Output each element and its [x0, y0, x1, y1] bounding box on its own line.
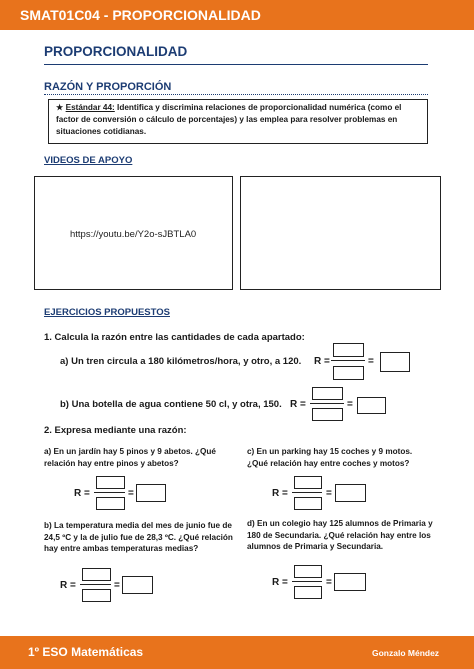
star-icon: ★	[56, 103, 64, 112]
question-1-title: 1. Calcula la razón entre las cantidades de cada apartado:	[44, 332, 305, 343]
ratio-label-2b: R =	[60, 580, 76, 591]
fraction-line-2b	[80, 584, 111, 585]
equals-sign-2a: =	[128, 488, 134, 499]
ratio-label-2a: R =	[74, 488, 90, 499]
result-box-2b[interactable]	[122, 576, 153, 594]
denominator-box-1b[interactable]	[312, 408, 343, 421]
result-box-2d[interactable]	[334, 573, 366, 591]
ratio-label-1b: R =	[290, 399, 306, 410]
fraction-line-2d	[292, 581, 322, 582]
equals-sign-1b: =	[347, 399, 353, 410]
page-title: PROPORCIONALIDAD	[44, 44, 188, 59]
question-2d-text: d) En un colegio hay 125 alumnos de Primaria y 180 de Secundaria. ¿Qué relación hay entre los alumnos de Primaria y Secundaria.	[247, 519, 433, 551]
denominator-box-1a[interactable]	[333, 366, 364, 380]
denominator-box-2a[interactable]	[96, 497, 125, 510]
question-2a-text: a) En un jardín hay 5 pinos y 9 abetos. ¿Qué relación hay entre pinos y abetos?	[44, 447, 216, 468]
fraction-line-1a	[331, 360, 365, 361]
header-title: SMAT01C04 - PROPORCIONALIDAD	[20, 7, 261, 23]
standard-label: Estándar 44:	[65, 103, 115, 112]
equals-sign-2d: =	[326, 577, 332, 588]
result-box-2a[interactable]	[136, 484, 166, 502]
numerator-box-2b[interactable]	[82, 568, 111, 581]
ratio-label-1a: R =	[314, 356, 330, 367]
denominator-box-2d[interactable]	[294, 586, 322, 599]
footer-author: Gonzalo Méndez	[372, 648, 440, 658]
question-1b-text: b) Una botella de agua contiene 50 cl, y otra, 150.	[60, 399, 282, 410]
standard-description: Identifica y discrimina relaciones de proporcionalidad numérica (como el factor de conversión o cálculo de porcentajes) y las emplea para resolver problemas en situaciones cotidianas.	[56, 103, 402, 136]
standard-text	[56, 102, 422, 138]
title-rule	[44, 64, 428, 65]
fraction-line-1b	[310, 403, 344, 404]
numerator-box-2c[interactable]	[294, 476, 322, 489]
exercises-heading: EJERCICIOS PROPUESTOS	[44, 307, 170, 318]
videos-heading: VIDEOS DE APOYO	[44, 155, 133, 166]
question-2c-text: c) En un parking hay 15 coches y 9 motos. ¿Qué relación hay entre coches y motos?	[247, 447, 413, 468]
numerator-box-2a[interactable]	[96, 476, 125, 489]
video-link[interactable]: https://youtu.be/Y2o-sJBTLA0	[70, 229, 197, 240]
question-2b-text: b) La temperatura media del mes de junio fue de 24,5 ºC y la de julio fue de 28,3 ºC. ¿Qué relación hay entre ambas temperaturas medias?	[44, 521, 233, 553]
equals-sign-1a: =	[368, 356, 374, 367]
denominator-box-2b[interactable]	[82, 589, 111, 602]
equals-sign-2b: =	[114, 580, 120, 591]
numerator-box-1a[interactable]	[333, 343, 364, 357]
equals-sign-2c: =	[326, 488, 332, 499]
numerator-box-2d[interactable]	[294, 565, 322, 578]
section-title: RAZÓN Y PROPORCIÓN	[44, 81, 172, 93]
ratio-label-2c: R =	[272, 488, 288, 499]
section-divider	[44, 94, 428, 95]
denominator-box-2c[interactable]	[294, 497, 322, 510]
ratio-label-2d: R =	[272, 577, 288, 588]
result-box-1b[interactable]	[357, 397, 386, 414]
result-box-1a[interactable]	[380, 352, 410, 372]
question-2-title: 2. Expresa mediante una razón:	[44, 425, 187, 436]
footer-course: 1º ESO Matemáticas	[28, 645, 144, 659]
numerator-box-1b[interactable]	[312, 387, 343, 400]
result-box-2c[interactable]	[335, 484, 366, 502]
question-1a-text: a) Un tren circula a 180 kilómetros/hora, y otro, a 120.	[60, 356, 302, 367]
fraction-line-2c	[292, 492, 322, 493]
video-box-right	[240, 176, 441, 290]
fraction-line-2a	[94, 492, 125, 493]
